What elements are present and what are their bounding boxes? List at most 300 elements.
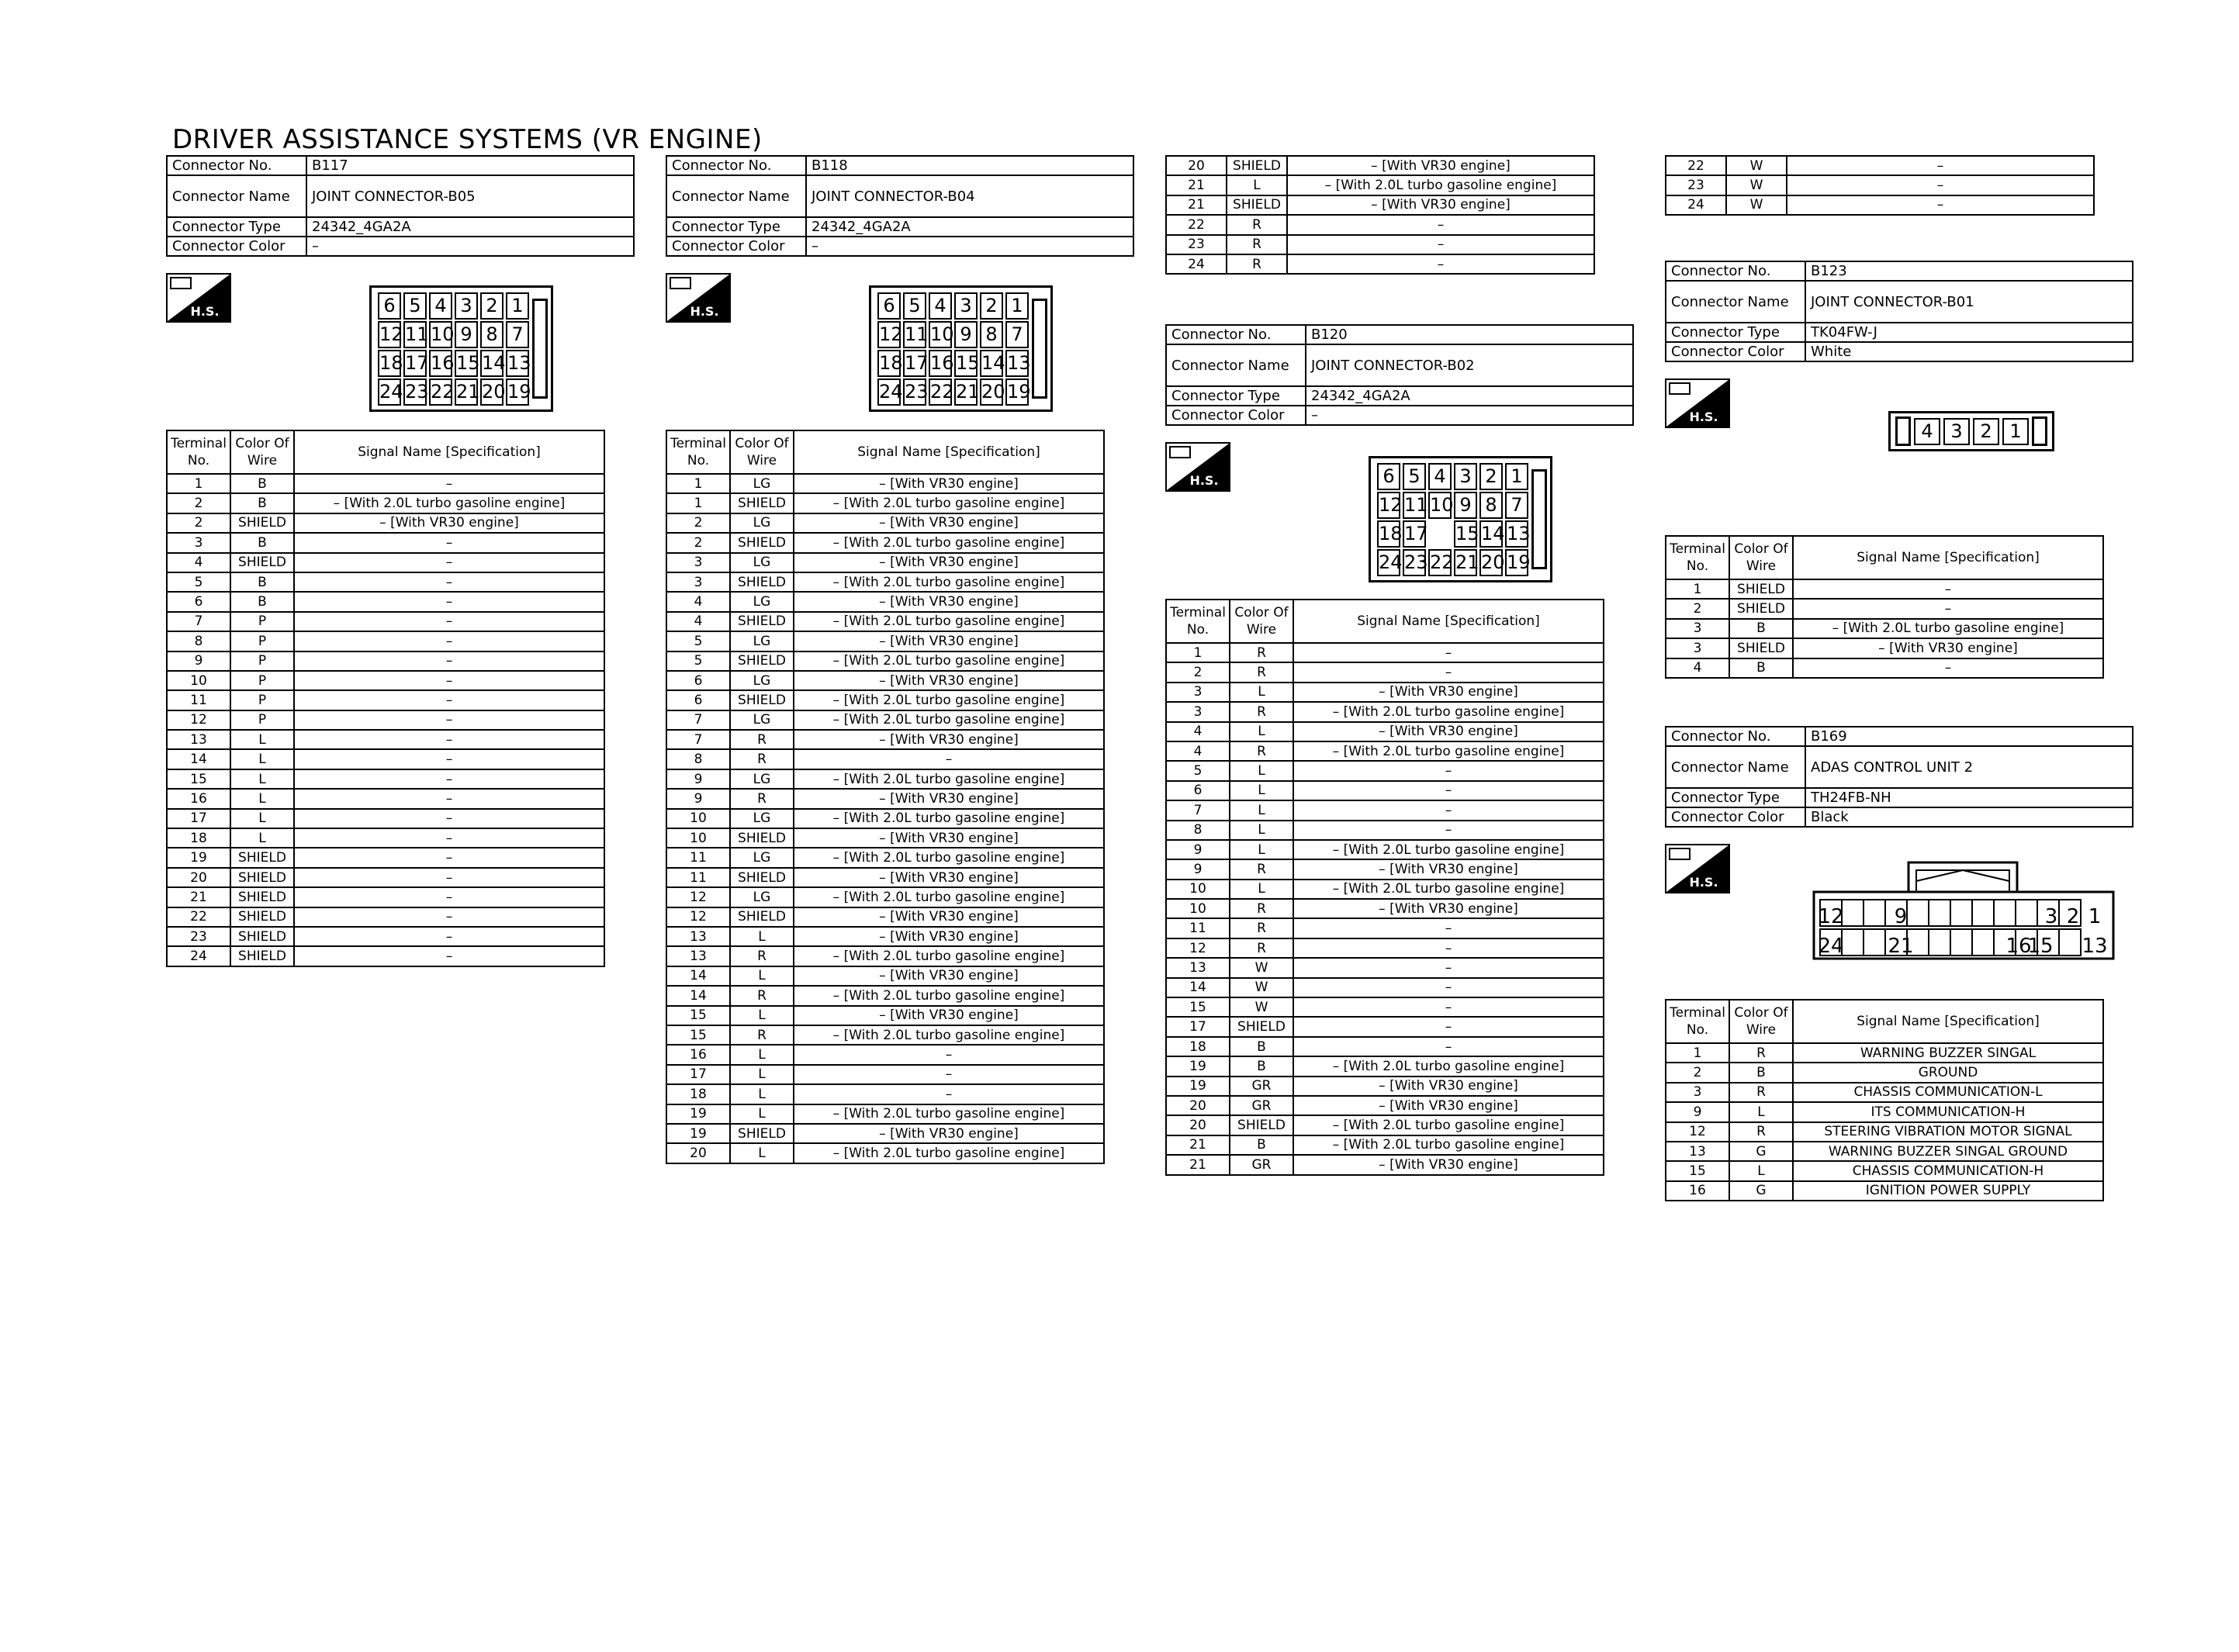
wire-color: G <box>1729 1181 1793 1201</box>
signal-name: – <box>294 809 604 828</box>
wire-color: B <box>230 533 294 552</box>
signal-name: – <box>1293 662 1604 682</box>
wire-color: SHIELD <box>230 927 294 946</box>
terminal-no: 12 <box>666 907 730 927</box>
wire-color: L <box>1729 1161 1793 1180</box>
terminal-no: 24 <box>1166 254 1227 274</box>
terminal-no: 10 <box>1166 880 1230 899</box>
b169-terminal-table <box>1665 999 2104 1201</box>
wire-color: W <box>1230 978 1293 997</box>
terminal-no: 1 <box>666 474 730 493</box>
wire-color: P <box>230 710 294 730</box>
wire-color: B <box>1230 1135 1293 1155</box>
wire-color: B <box>230 493 294 513</box>
pin-7: 7 <box>506 321 529 348</box>
wire-color: B <box>230 474 294 493</box>
table-row <box>1166 840 1604 859</box>
wire-color: SHIELD <box>1227 195 1287 215</box>
header-terminal-no: Terminal No. <box>666 430 730 474</box>
signal-name: – <box>1293 938 1604 958</box>
table-row <box>1666 156 2094 175</box>
table-row <box>1666 195 2094 215</box>
pin-1: 1 <box>1505 463 1528 490</box>
terminal-no: 14 <box>1166 978 1230 997</box>
wire-color: P <box>230 631 294 651</box>
signal-name: – [With 2.0L turbo gasoline engine] <box>1293 1135 1604 1155</box>
wire-color: L <box>1230 761 1293 780</box>
pin-3: 3 <box>954 292 978 320</box>
wire-color: P <box>230 651 294 671</box>
table-row <box>1666 1122 2103 1142</box>
table-row <box>1666 1102 2103 1121</box>
signal-name: – <box>294 946 604 966</box>
signal-name: – [With 2.0L turbo gasoline engine] <box>1293 840 1604 859</box>
wire-color: L <box>730 1045 794 1064</box>
pin-13: 13 <box>1005 350 1029 377</box>
pin-11: 11 <box>403 321 427 348</box>
pin-21: 21 <box>1454 549 1477 576</box>
table-row <box>666 631 1104 651</box>
wire-color: R <box>730 730 794 749</box>
table-row <box>1166 821 1604 840</box>
terminal-no: 1 <box>1666 1043 1729 1063</box>
label-connector-type: Connector Type <box>1666 788 1805 807</box>
signal-name: – [With 2.0L turbo gasoline engine] <box>1293 702 1604 721</box>
terminal-no: 3 <box>167 533 230 552</box>
table-row <box>1666 1043 2103 1063</box>
terminal-no: 16 <box>666 1045 730 1064</box>
terminal-no: 21 <box>1166 1135 1230 1155</box>
b169-terminal-section <box>1665 999 2104 1201</box>
terminal-no: 23 <box>1666 175 1726 195</box>
table-row <box>167 907 604 927</box>
signal-name: – <box>294 927 604 946</box>
wire-color: W <box>1230 958 1293 977</box>
table-row <box>666 533 1104 552</box>
connector-end-block <box>2032 416 2047 446</box>
signal-name: – <box>294 631 604 651</box>
terminal-no: 6 <box>666 690 730 710</box>
signal-name: – [With 2.0L turbo gasoline engine] <box>794 1143 1104 1163</box>
signal-name: – <box>294 533 604 552</box>
header-wire-color: Color Of Wire <box>1729 536 1793 579</box>
wire-color: R <box>730 946 794 966</box>
wire-color: L <box>1230 722 1293 741</box>
table-row <box>666 828 1104 848</box>
table-row <box>1666 1142 2103 1161</box>
wire-color: SHIELD <box>230 887 294 907</box>
terminal-no: 1 <box>167 474 230 493</box>
pin-5: 5 <box>403 292 427 320</box>
table-row <box>666 927 1104 946</box>
signal-name: CHASSIS COMMUNICATION-L <box>1793 1083 2103 1102</box>
table-row <box>1166 1115 1604 1135</box>
wire-color: R <box>1729 1043 1793 1063</box>
signal-name: – <box>1287 215 1594 234</box>
table-row <box>1166 156 1594 175</box>
wire-color: SHIELD <box>1729 599 1793 618</box>
terminal-no: 3 <box>1666 619 1729 638</box>
label-connector-name: Connector Name <box>666 175 806 217</box>
table-row <box>1166 859 1604 879</box>
terminal-no: 18 <box>666 1084 730 1104</box>
signal-name: CHASSIS COMMUNICATION-H <box>1793 1161 2103 1180</box>
wire-color: L <box>1230 821 1293 840</box>
terminal-no: 15 <box>167 769 230 789</box>
signal-name: GROUND <box>1793 1063 2103 1082</box>
terminal-no: 13 <box>666 946 730 966</box>
pin-13: 13 <box>1505 520 1528 548</box>
wire-color: L <box>730 1084 794 1104</box>
pin-22: 22 <box>1428 549 1452 576</box>
signal-name: – <box>1293 918 1604 938</box>
table-row <box>1166 1135 1604 1155</box>
wire-color: L <box>1230 840 1293 859</box>
pin-1: 1 <box>1005 292 1029 320</box>
label-connector-no: Connector No. <box>1166 325 1306 344</box>
pin-10: 10 <box>1428 492 1452 519</box>
table-row <box>666 1143 1104 1163</box>
signal-name: – <box>294 592 604 611</box>
table-row <box>167 631 604 651</box>
signal-name: – <box>294 572 604 592</box>
wire-color: LG <box>730 769 794 789</box>
terminal-no: 2 <box>666 533 730 552</box>
pin-8: 8 <box>480 321 504 348</box>
pin-5: 5 <box>1403 463 1426 490</box>
empty-cavity <box>1428 520 1452 544</box>
terminal-no: 2 <box>1166 662 1230 682</box>
table-row <box>666 651 1104 671</box>
b123-name: JOINT CONNECTOR-B01 <box>1805 281 2133 323</box>
b118-continued-table <box>1165 155 1595 275</box>
terminal-no: 7 <box>1166 800 1230 820</box>
table-row <box>1666 1083 2103 1102</box>
b169-info-table <box>1665 726 2133 828</box>
terminal-no: 12 <box>1666 1122 1729 1142</box>
pin-22: 22 <box>929 378 952 406</box>
pin-14: 14 <box>980 350 1003 377</box>
wire-color: LG <box>730 631 794 651</box>
cavity <box>1994 900 2016 926</box>
pin-2: 2 <box>980 292 1003 320</box>
pin-11: 11 <box>903 321 926 348</box>
terminal-no: 4 <box>1166 741 1230 761</box>
terminal-no: 18 <box>167 828 230 848</box>
terminal-no: 10 <box>1166 899 1230 918</box>
terminal-no: 3 <box>1666 1083 1729 1102</box>
wire-color: L <box>730 1104 794 1124</box>
wire-color: L <box>730 1065 794 1084</box>
cavity <box>1972 929 1994 956</box>
wire-color: R <box>1227 254 1287 274</box>
signal-name: – [With VR30 engine] <box>1293 859 1604 879</box>
table-row <box>167 493 604 513</box>
signal-name: – [With VR30 engine] <box>794 631 1104 651</box>
terminal-no: 1 <box>1166 643 1230 662</box>
page-title: DRIVER ASSISTANCE SYSTEMS (VR ENGINE) <box>172 124 763 155</box>
signal-name: – [With 2.0L turbo gasoline engine] <box>794 887 1104 907</box>
b120-section <box>1165 324 1634 426</box>
pin-9: 9 <box>1454 492 1477 519</box>
wire-color: W <box>1726 156 1787 175</box>
terminal-no: 10 <box>167 671 230 690</box>
signal-name: – <box>794 1045 1104 1064</box>
pin-12: 12 <box>378 321 401 348</box>
signal-name: – <box>294 612 604 631</box>
label-connector-name: Connector Name <box>1666 281 1805 323</box>
harness-side-icon <box>166 273 231 323</box>
table-row <box>666 749 1104 769</box>
signal-name: – <box>1293 978 1604 997</box>
table-row <box>1666 638 2103 658</box>
wire-color: W <box>1230 997 1293 1017</box>
signal-name: – [With VR30 engine] <box>794 907 1104 927</box>
table-row <box>666 1065 1104 1084</box>
table-row <box>666 1025 1104 1045</box>
terminal-no: 1 <box>1666 579 1729 599</box>
table-row <box>1166 175 1594 195</box>
pin-1: 1 <box>2002 418 2029 445</box>
pin-9: 9 <box>954 321 978 348</box>
b120-connector-face <box>1369 456 1552 582</box>
wire-color: SHIELD <box>230 553 294 572</box>
b117-section <box>166 155 635 257</box>
label-connector-no: Connector No. <box>1666 727 1805 746</box>
wire-color: L <box>230 769 294 789</box>
wire-color: P <box>230 690 294 710</box>
b120-color: – <box>1306 406 1633 425</box>
b123-color: White <box>1805 342 2133 361</box>
b117-type: 24342_4GA2A <box>306 217 634 237</box>
table-row <box>1166 978 1604 997</box>
b123-type: TK04FW-J <box>1805 323 2133 342</box>
b169-connector-face <box>1812 859 2115 962</box>
table-row <box>666 690 1104 710</box>
pin-2: 2 <box>480 292 504 320</box>
cavity <box>1864 900 1885 926</box>
b169-section <box>1665 726 2133 828</box>
label-connector-type: Connector Type <box>1666 323 1805 342</box>
pin-2: 2 <box>1479 463 1503 490</box>
wire-color: LG <box>730 710 794 730</box>
table-row <box>167 592 604 611</box>
signal-name: – [With VR30 engine] <box>294 513 604 533</box>
terminal-no: 11 <box>167 690 230 710</box>
terminal-no: 16 <box>1666 1181 1729 1201</box>
terminal-no: 22 <box>1166 215 1227 234</box>
wire-color: L <box>1230 683 1293 702</box>
terminal-no: 2 <box>167 493 230 513</box>
terminal-no: 4 <box>666 592 730 611</box>
terminal-no: 20 <box>1166 156 1227 175</box>
terminal-no: 8 <box>167 631 230 651</box>
pin-24: 24 <box>378 378 401 406</box>
terminal-no: 3 <box>666 572 730 592</box>
pin-24: 24 <box>1818 935 1844 958</box>
wire-color: L <box>1227 175 1287 195</box>
terminal-no: 12 <box>666 887 730 907</box>
wire-color: LG <box>730 671 794 690</box>
terminal-no: 13 <box>666 927 730 946</box>
signal-name: – <box>294 671 604 690</box>
wire-color: L <box>230 789 294 808</box>
header-terminal-no: Terminal No. <box>1666 1000 1729 1043</box>
header-wire-color: Color Of Wire <box>230 430 294 474</box>
wire-color: L <box>1230 781 1293 800</box>
pin-15: 15 <box>455 350 478 377</box>
pin-3: 3 <box>2044 905 2058 928</box>
signal-name: – <box>294 828 604 848</box>
wire-color: LG <box>730 592 794 611</box>
terminal-no: 5 <box>1166 761 1230 780</box>
table-row <box>167 651 604 671</box>
table-row <box>666 848 1104 867</box>
wire-color: B <box>230 592 294 611</box>
wire-color: SHIELD <box>730 651 794 671</box>
terminal-no: 20 <box>1166 1115 1230 1135</box>
signal-name: – <box>1793 599 2103 618</box>
pin-20: 20 <box>980 378 1003 406</box>
terminal-no: 8 <box>1166 821 1230 840</box>
table-row <box>666 730 1104 749</box>
wire-color: SHIELD <box>230 907 294 927</box>
pin-2: 2 <box>2066 905 2080 928</box>
terminal-no: 23 <box>167 927 230 946</box>
pin-3: 3 <box>1943 418 1970 445</box>
table-row <box>167 730 604 749</box>
terminal-no: 8 <box>666 749 730 769</box>
b120-continued-section <box>1665 155 2095 216</box>
terminal-no: 12 <box>167 710 230 730</box>
terminal-no: 9 <box>1166 840 1230 859</box>
pin-19: 19 <box>506 378 529 406</box>
table-row <box>1166 741 1604 761</box>
signal-name: – <box>294 789 604 808</box>
signal-name: – [With 2.0L turbo gasoline engine] <box>794 809 1104 828</box>
table-row <box>1166 702 1604 721</box>
terminal-no: 10 <box>666 828 730 848</box>
b117-no: B117 <box>306 156 634 175</box>
terminal-no: 2 <box>1666 1063 1729 1082</box>
terminal-no: 23 <box>1166 235 1227 254</box>
table-row <box>1166 215 1594 234</box>
pin-11: 11 <box>1403 492 1426 519</box>
table-row <box>167 572 604 592</box>
wire-color: L <box>230 809 294 828</box>
table-row <box>1666 1063 2103 1082</box>
b169-color: Black <box>1805 807 2133 827</box>
b120-type: 24342_4GA2A <box>1306 386 1633 406</box>
table-row <box>167 887 604 907</box>
pin-16: 16 <box>429 350 452 377</box>
pin-3: 3 <box>1454 463 1477 490</box>
b123-no: B123 <box>1805 261 2133 281</box>
pin-17: 17 <box>903 350 926 377</box>
label-connector-color: Connector Color <box>167 237 306 256</box>
table-row <box>666 572 1104 592</box>
signal-name: – <box>1293 781 1604 800</box>
pin-12: 12 <box>1377 492 1400 519</box>
pin-7: 7 <box>1005 321 1029 348</box>
pin-7: 7 <box>1505 492 1528 519</box>
terminal-no: 9 <box>666 789 730 808</box>
b120-continued-table <box>1665 155 2095 216</box>
cavity <box>1929 929 1950 956</box>
pin-5: 5 <box>903 292 926 320</box>
wire-color: L <box>230 730 294 749</box>
label-connector-no: Connector No. <box>666 156 806 175</box>
signal-name: – [With VR30 engine] <box>794 927 1104 946</box>
harness-side-icon <box>1665 844 1730 893</box>
cavity <box>1950 900 1972 926</box>
label-connector-type: Connector Type <box>1166 386 1306 406</box>
cavity <box>1950 929 1972 956</box>
b120-terminal-table <box>1165 599 1604 1176</box>
signal-name: – [With VR30 engine] <box>794 592 1104 611</box>
table-row <box>1166 938 1604 958</box>
terminal-no: 24 <box>1666 195 1726 215</box>
terminal-no: 7 <box>167 612 230 631</box>
harness-side-icon <box>666 273 731 323</box>
table-row <box>1166 1077 1604 1096</box>
label-connector-color: Connector Color <box>1166 406 1306 425</box>
b117-terminal-table <box>166 430 605 967</box>
signal-name: – [With VR30 engine] <box>794 828 1104 848</box>
wire-color: R <box>1729 1122 1793 1142</box>
signal-name: – [With VR30 engine] <box>794 868 1104 887</box>
b118-terminal-table <box>666 430 1105 1164</box>
signal-name: – [With 2.0L turbo gasoline engine] <box>794 612 1104 631</box>
signal-name: – <box>294 553 604 572</box>
signal-name: – <box>294 868 604 887</box>
pin-20: 20 <box>480 378 504 406</box>
pin-6: 6 <box>1377 463 1400 490</box>
table-row <box>1666 1161 2103 1180</box>
header-terminal-no: Terminal No. <box>167 430 230 474</box>
pin-23: 23 <box>403 378 427 406</box>
connector-latch <box>1032 299 1047 399</box>
wire-color: SHIELD <box>730 533 794 552</box>
b118-terminal-section <box>666 430 1105 1164</box>
signal-name: – [With VR30 engine] <box>794 1124 1104 1143</box>
signal-name: – [With 2.0L turbo gasoline engine] <box>794 710 1104 730</box>
terminal-no: 5 <box>167 572 230 592</box>
terminal-no: 13 <box>167 730 230 749</box>
signal-name: – [With VR30 engine] <box>1293 683 1604 702</box>
wire-color: R <box>1230 859 1293 879</box>
signal-name: – [With 2.0L turbo gasoline engine] <box>794 1025 1104 1045</box>
table-row <box>167 848 604 867</box>
wire-color: SHIELD <box>730 907 794 927</box>
table-row <box>666 1045 1104 1064</box>
terminal-no: 19 <box>666 1104 730 1124</box>
signal-name: – [With VR30 engine] <box>794 474 1104 493</box>
pin-6: 6 <box>877 292 901 320</box>
table-row <box>666 1084 1104 1104</box>
header-wire-color: Color Of Wire <box>730 430 794 474</box>
table-row <box>167 809 604 828</box>
wire-color: SHIELD <box>730 690 794 710</box>
wire-color: LG <box>730 474 794 493</box>
pin-18: 18 <box>378 350 401 377</box>
wire-color: W <box>1726 175 1787 195</box>
wire-color: SHIELD <box>1729 638 1793 658</box>
label-connector-color: Connector Color <box>666 237 806 256</box>
table-row <box>666 966 1104 986</box>
wire-color: R <box>730 1025 794 1045</box>
b169-type: TH24FB-NH <box>1805 788 2133 807</box>
